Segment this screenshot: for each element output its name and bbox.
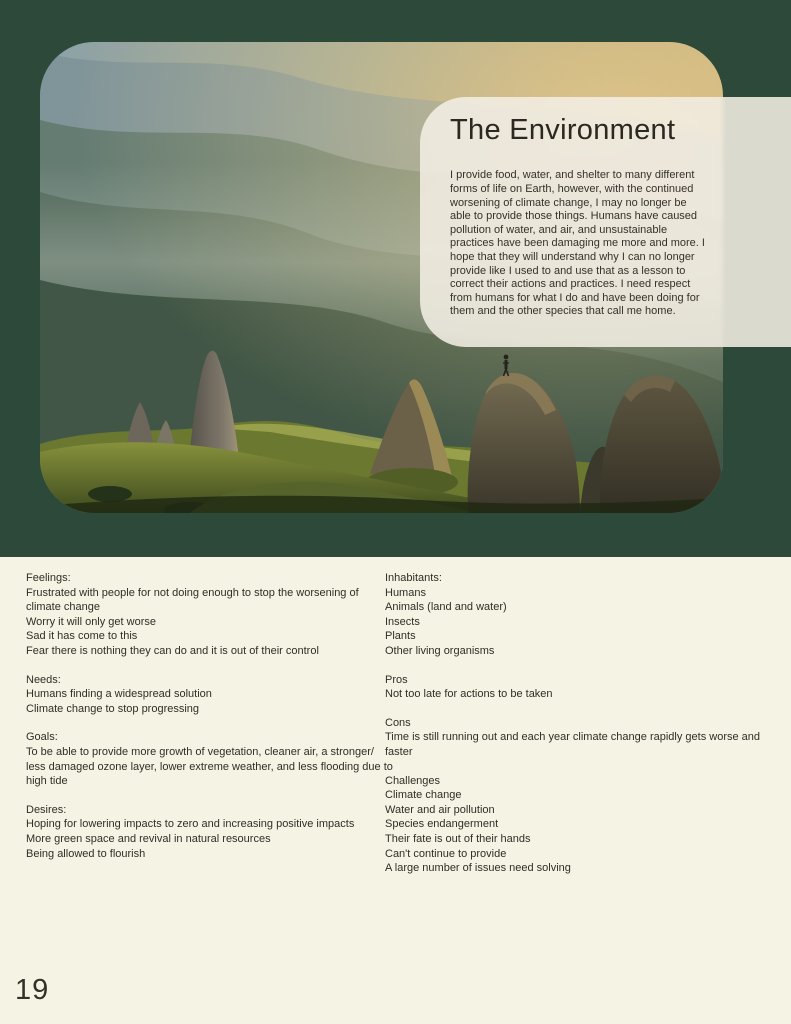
list-item: Humans (385, 586, 426, 599)
section-heading: Goals: (26, 731, 58, 744)
list-item: Humans finding a widespread solution (26, 688, 212, 701)
list-item: Water and air pollution (385, 803, 495, 816)
section-heading: Cons (385, 716, 411, 729)
list-section (385, 673, 767, 702)
list-section (385, 571, 767, 659)
list-item: Climate change to stop progressing (26, 702, 200, 715)
section-heading: Challenges (385, 774, 441, 787)
list-item: To be able to provide more growth of vegetation, cleaner air, a stronger/ less damaged ozone layer, lower extreme weather, and less flooding due to high tide (26, 745, 393, 788)
list-item: Other living organisms (385, 644, 495, 657)
page-title: The Environment (450, 114, 676, 146)
list-item: Plants (385, 630, 416, 643)
bush (88, 486, 132, 502)
list-section (26, 730, 394, 788)
list-section (26, 673, 394, 717)
list-item: Their fate is out of their hands (385, 832, 531, 845)
list-item: Can't continue to provide (385, 847, 507, 860)
list-section (385, 774, 767, 876)
hero-card (420, 97, 791, 347)
list-item: Species endangerment (385, 818, 499, 831)
page-number: 19 (15, 974, 50, 1006)
details-column-right (385, 571, 767, 890)
list-item: Fear there is nothing they can do and it is out of their control (26, 644, 319, 657)
list-item: Time is still running out and each year climate change rapidly gets worse and faster (385, 731, 761, 758)
list-section (26, 571, 394, 659)
list-item: Sad it has come to this (26, 630, 138, 643)
section-heading: Pros (385, 673, 408, 686)
list-item: Not too late for actions to be taken (385, 688, 553, 701)
list-item: Hoping for lowering impacts to zero and increasing positive impacts (26, 818, 355, 831)
list-section (385, 716, 767, 760)
details-column-left (26, 571, 394, 875)
list-item: A large number of issues need solving (385, 862, 571, 875)
section-heading: Inhabitants: (385, 572, 442, 584)
list-section (26, 803, 394, 861)
list-item: Worry it will only get worse (26, 615, 156, 628)
hero-paragraph: I provide food, water, and shelter to many different forms of life on Earth, however, with the continued worsening of climate change, I may no longer be able to provide those things. Humans have caused pollution of water, and air, and unsustainable practices have been damaging me more and more. I hope that they will understand why I can no longer provide like I used to and use that as a lesson to correct their actions and practices. I need respect from humans for what I do and have been doing for them and the other species that call me home. (450, 169, 705, 318)
list-item: Frustrated with people for not doing enough to stop the worsening of climate change (26, 586, 359, 614)
section-heading: Feelings: (26, 572, 71, 584)
section-heading: Desires: (26, 803, 67, 816)
list-item: Animals (land and water) (385, 601, 507, 614)
list-item: More green space and revival in natural resources (26, 832, 271, 845)
list-item: Insects (385, 615, 420, 628)
list-item: Climate change (385, 789, 462, 802)
section-heading: Needs: (26, 673, 61, 686)
list-item: Being allowed to flourish (26, 847, 146, 860)
